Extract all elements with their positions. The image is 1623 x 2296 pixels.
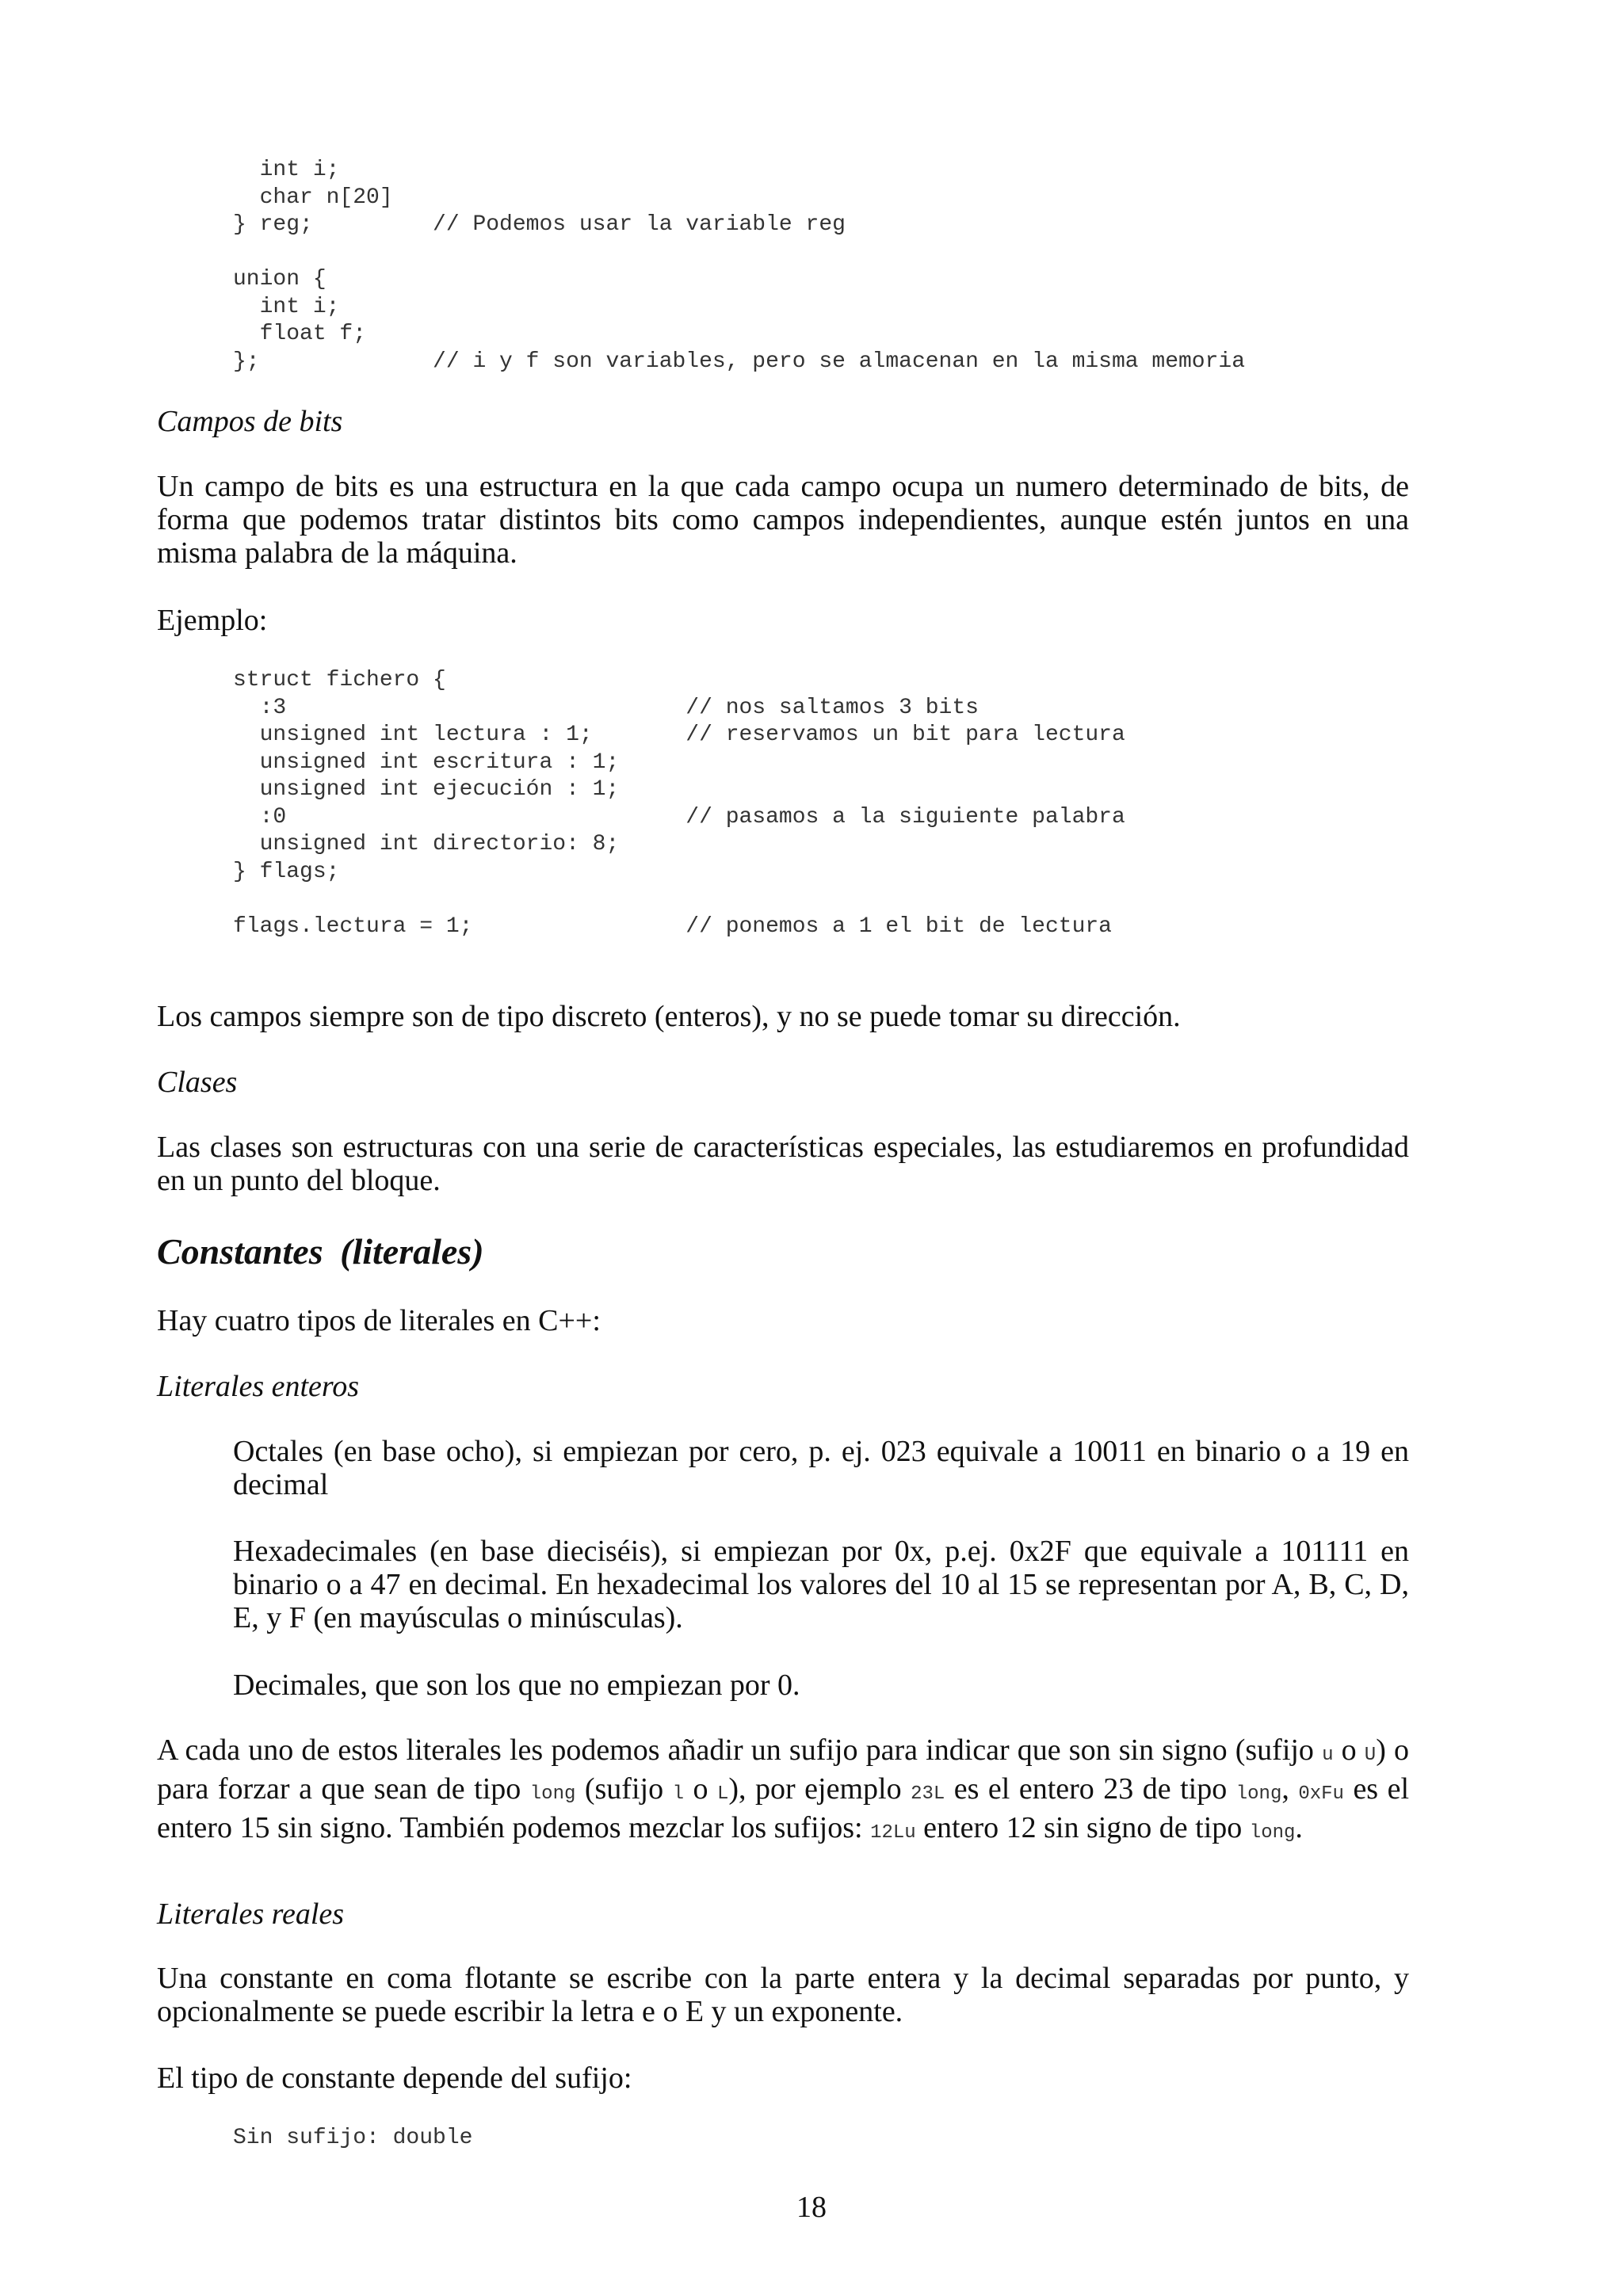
sufijos-text-2: o — [1333, 1733, 1365, 1767]
sufijos-code-long-2: long — [1235, 1783, 1282, 1805]
paragraph-hexadecimales: Hexadecimales (en base dieciséis), si empiezan por 0x, p.ej. 0x2F que equivale a 101111 en binario o a 47 en decimal. En hexadecimal los valores del 10 al 15 se representan por A, B, C, D, E, y F (en mayúsculas o minúsculas). — [233, 1535, 1409, 1634]
paragraph-reales: Una constante en coma flotante se escribe con la parte entera y la decimal separadas por punto, y opcionalmente se puede escribir la letra e o E y un exponente. — [157, 1962, 1409, 2028]
page-number: 18 — [796, 2191, 827, 2224]
sufijos-text-8: , — [1281, 1772, 1299, 1806]
section-heading-constantes: Constantes (literales) — [157, 1231, 484, 1272]
label-ejemplo: Ejemplo: — [157, 604, 268, 637]
code-block-sin-sufijo: Sin sufijo: double — [233, 2126, 473, 2150]
sufijos-code-23L: 23L — [911, 1783, 945, 1805]
paragraph-octales: Octales (en base ocho), si empiezan por cero, p. ej. 023 equivale a 10011 en binario o a 19 en decimal — [233, 1435, 1409, 1501]
sufijos-code-l: l — [672, 1783, 684, 1805]
heading-clases: Clases — [157, 1066, 238, 1099]
paragraph-campos-de-bits: Un campo de bits es una estructura en la que cada campo ocupa un numero determinado de bits, de forma que podemos tratar distintos bits como campos independientes, aunque estén juntos en una misma palabra de la máquina. — [157, 470, 1409, 570]
paragraph-campos-discretos: Los campos siempre son de tipo discreto (enteros), y no se puede tomar su dirección. — [157, 1000, 1181, 1033]
sufijos-text-11: . — [1295, 1811, 1303, 1844]
sufijos-code-0xFu: 0xFu — [1298, 1783, 1344, 1805]
heading-campos-de-bits: Campos de bits — [157, 405, 343, 438]
code-block-struct-union: int i; char n[20] } reg; // Podemos usar la variable reg union { int i; float f; }; // i y f son variables, pero se almacenan en la misma memoria — [233, 158, 1246, 374]
heading-literales-enteros: Literales enteros — [157, 1370, 360, 1403]
paragraph-clases: Las clases son estructuras con una serie de características especiales, las estudiaremos en profundidad en un punto del bloque. — [157, 1131, 1409, 1197]
paragraph-tipo-sufijo: El tipo de constante depende del sufijo: — [157, 2061, 632, 2095]
sufijos-text-10: entero 12 sin signo de tipo — [915, 1811, 1250, 1844]
sufijos-text-5: o — [683, 1772, 717, 1806]
paragraph-decimales: Decimales, que son los que no empiezan por 0. — [233, 1669, 800, 1702]
sufijos-code-12Lu: 12Lu — [870, 1822, 916, 1844]
sufijos-code-U: U — [1364, 1745, 1377, 1766]
sufijos-text-1: A cada uno de estos literales les podemos añadir un sufijo para indicar que son sin signo (sufijo — [157, 1733, 1323, 1767]
sufijos-code-long-3: long — [1249, 1822, 1296, 1844]
heading-literales-reales: Literales reales — [157, 1897, 345, 1931]
paragraph-cuatro-tipos: Hay cuatro tipos de literales en C++: — [157, 1304, 601, 1337]
sufijos-text-3: ) o para forzar a que sean de tipo — [157, 1733, 1410, 1806]
paragraph-sufijos — [157, 1733, 1409, 1850]
sufijos-code-L: L — [716, 1783, 729, 1805]
sufijos-code-u: u — [1322, 1745, 1334, 1766]
code-block-bitfield: struct fichero { :3 // nos saltamos 3 bits unsigned int lectura : 1; // reservamos un bit para lectura unsigned int escritura : 1; unsigned int ejecución : 1; :0 // pasamos a la siguiente palabra unsigned int directorio: 8; } flags; flags.lectura = 1; // ponemos a 1 el bit de lectura — [233, 668, 1125, 939]
sufijos-text-7: es el entero 23 de tipo — [945, 1772, 1236, 1806]
sufijos-text-6: ), por ejemplo — [728, 1772, 911, 1806]
sufijos-code-long-1: long — [529, 1783, 576, 1805]
sufijos-text-9: es el entero 15 sin signo. También podemos mezclar los sufijos: — [157, 1772, 1410, 1844]
sufijos-text-4: (sufijo — [575, 1772, 673, 1806]
